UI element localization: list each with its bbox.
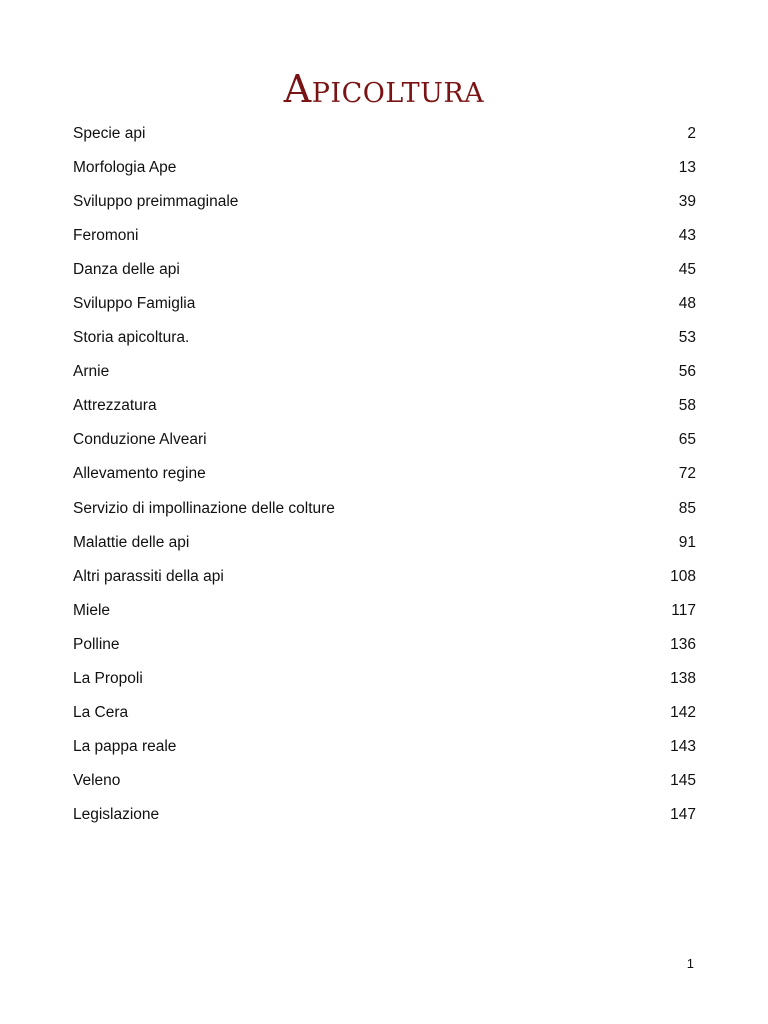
toc-entry bbox=[73, 696, 696, 730]
document-title: Apicoltura bbox=[283, 67, 485, 111]
toc-entry-page: 53 bbox=[678, 329, 696, 347]
toc-entry-label: Sviluppo Famiglia bbox=[73, 295, 196, 313]
toc-entry-page: 136 bbox=[670, 635, 696, 653]
toc-entry-page: 43 bbox=[678, 227, 696, 245]
toc-entry-page: 147 bbox=[670, 805, 696, 823]
toc-entry bbox=[73, 253, 696, 287]
toc-entry-label: Allevamento regine bbox=[73, 465, 206, 483]
page-number: 1 bbox=[686, 956, 694, 971]
toc-entry-label: Danza delle api bbox=[73, 261, 180, 279]
toc-entry-label: La pappa reale bbox=[73, 737, 177, 755]
toc-entry bbox=[73, 219, 696, 253]
toc-entry bbox=[73, 594, 696, 628]
toc-entry-label: Arnie bbox=[73, 363, 110, 381]
toc-entry-page: 58 bbox=[678, 397, 696, 415]
toc-entry bbox=[73, 730, 696, 764]
toc-entry-label: Feromoni bbox=[73, 227, 139, 245]
table-of-contents bbox=[73, 117, 696, 832]
toc-entry-label: Sviluppo preimmaginale bbox=[73, 193, 239, 211]
toc-entry-label: La Propoli bbox=[73, 669, 143, 687]
toc-entry-page: 72 bbox=[678, 465, 696, 483]
toc-entry bbox=[73, 492, 696, 526]
toc-entry-page: 65 bbox=[678, 431, 696, 449]
toc-entry-page: 39 bbox=[678, 193, 696, 211]
toc-entry-page: 91 bbox=[678, 533, 696, 551]
toc-entry bbox=[73, 321, 696, 355]
toc-entry-label: Attrezzatura bbox=[73, 397, 157, 415]
toc-entry bbox=[73, 151, 696, 185]
toc-entry bbox=[73, 526, 696, 560]
toc-entry-label: Morfologia Ape bbox=[73, 159, 177, 177]
toc-entry-page: 48 bbox=[678, 295, 696, 313]
toc-entry-label: Altri parassiti della api bbox=[73, 567, 224, 585]
toc-entry bbox=[73, 628, 696, 662]
toc-entry-label: Polline bbox=[73, 635, 120, 653]
toc-entry bbox=[73, 185, 696, 219]
toc-entry-label: Miele bbox=[73, 601, 111, 619]
toc-entry-page: 2 bbox=[687, 125, 696, 143]
toc-entry bbox=[73, 457, 696, 491]
toc-entry-page: 138 bbox=[670, 669, 696, 687]
toc-entry-label: Specie api bbox=[73, 125, 146, 143]
toc-entry-page: 143 bbox=[670, 737, 696, 755]
toc-entry-page: 108 bbox=[670, 567, 696, 585]
toc-entry-page: 13 bbox=[678, 159, 696, 177]
toc-entry-page: 117 bbox=[671, 601, 696, 619]
toc-entry-page: 142 bbox=[670, 703, 696, 721]
toc-entry-label: La Cera bbox=[73, 703, 129, 721]
toc-entry bbox=[73, 423, 696, 457]
toc-entry-page: 56 bbox=[678, 363, 696, 381]
toc-entry bbox=[73, 662, 696, 696]
toc-entry bbox=[73, 798, 696, 832]
toc-entry-label: Conduzione Alveari bbox=[73, 431, 207, 449]
toc-entry-page: 45 bbox=[678, 261, 696, 279]
toc-entry-label: Veleno bbox=[73, 771, 121, 789]
toc-entry-page: 145 bbox=[670, 771, 696, 789]
toc-entry bbox=[73, 560, 696, 594]
toc-entry-label: Servizio di impollinazione delle colture bbox=[73, 499, 335, 517]
toc-entry-label: Storia apicoltura. bbox=[73, 329, 190, 347]
toc-entry bbox=[73, 117, 696, 151]
toc-entry bbox=[73, 287, 696, 321]
toc-entry bbox=[73, 355, 696, 389]
toc-entry-label: Legislazione bbox=[73, 805, 160, 823]
toc-entry-page: 85 bbox=[678, 499, 696, 517]
toc-entry-label: Malattie delle api bbox=[73, 533, 190, 551]
toc-entry bbox=[73, 389, 696, 423]
toc-entry bbox=[73, 764, 696, 798]
